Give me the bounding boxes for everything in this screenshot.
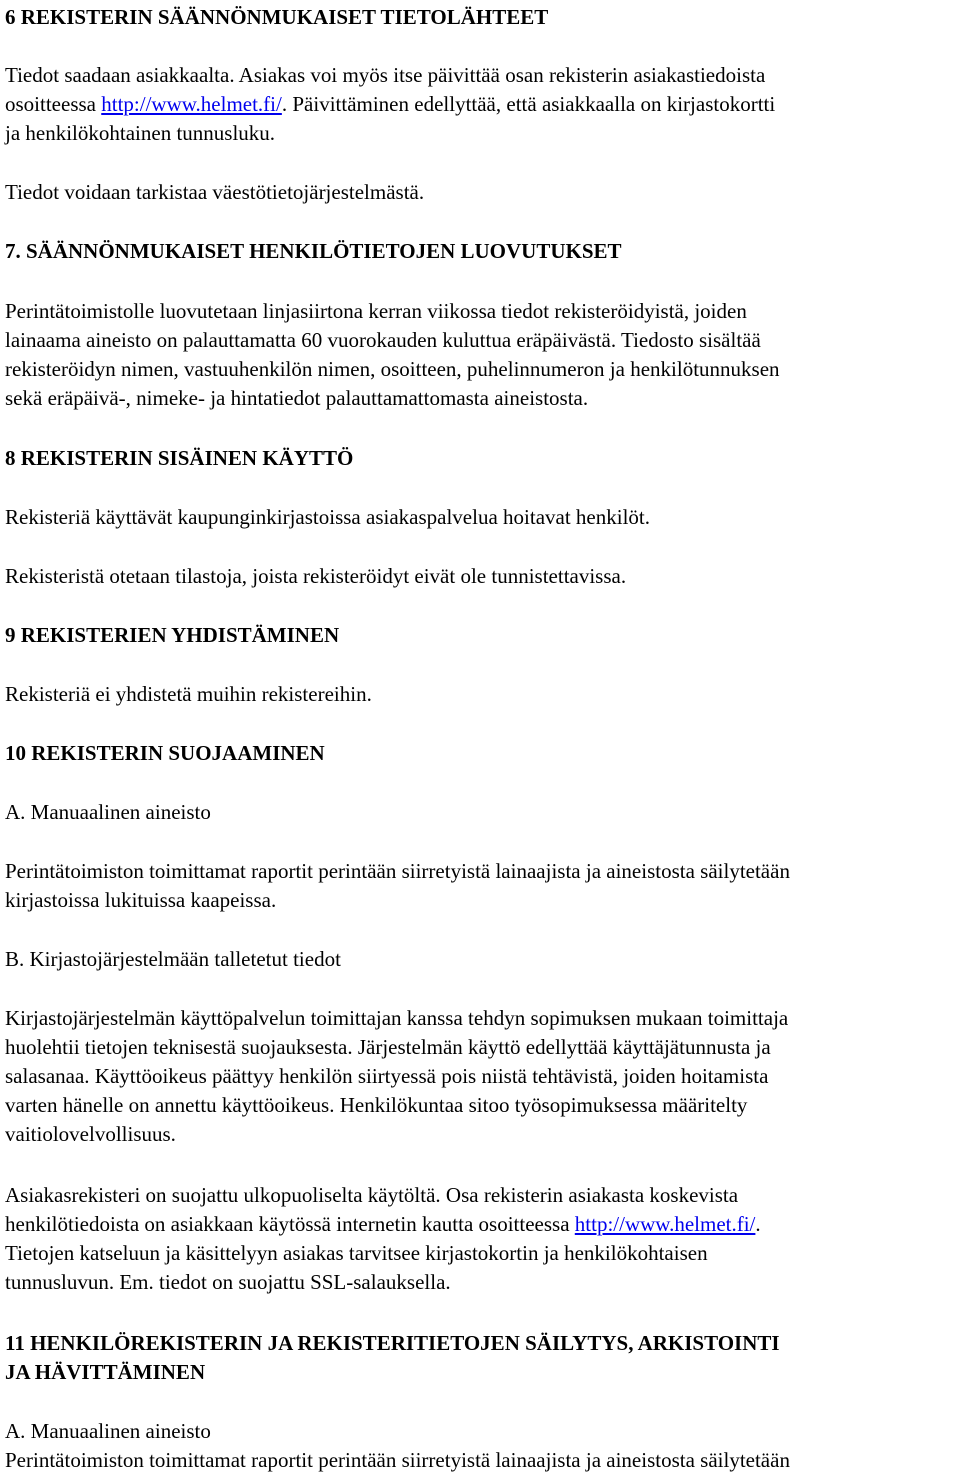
section-11-subheading-a: A. Manuaalinen aineisto [5,1419,211,1443]
section-8-paragraph-1: Rekisteriä käyttävät kaupunginkirjastoissa asiakaspalvelua hoitavat henkilöt. [5,505,650,529]
text-line: salasanaa. Käyttöoikeus päättyy henkilön siirtyessä pois niistä tehtävistä, joiden hoitamista [5,1064,769,1088]
text-span: . [755,1212,761,1236]
section-11-paragraph-a: Perintätoimiston toimittamat raportit perintään siirretyistä lainaajista ja aineistosta säilytetään [5,1448,790,1472]
text-line: Perintätoimiston toimittamat raportit perintään siirretyistä lainaajista ja aineistosta säilytetään [5,859,790,883]
section-8-paragraph-2: Rekisteristä otetaan tilastoja, joista rekisteröidyt eivät ole tunnistettavissa. [5,564,627,588]
text-line [5,1210,957,1239]
heading-line: 11 HENKILÖREKISTERIN JA REKISTERITIETOJEN SÄILYTYS, ARKISTOINTI [5,1331,780,1355]
text-line [5,90,957,119]
text-span: osoitteessa [5,92,102,116]
text-line: Tietojen katseluun ja käsittelyyn asiakas tarvitsee kirjastokortin ja henkilökohtaisen [5,1241,708,1265]
text-line: varten hänelle on annettu käyttöoikeus. Henkilökuntaa sitoo työsopimuksessa määritelty [5,1093,748,1117]
text-line: vaitiolovelvollisuus. [5,1122,176,1146]
text-line: kirjastoissa lukituissa kaapeissa. [5,888,277,912]
section-9-paragraph-1: Rekisteriä ei yhdistetä muihin rekistereihin. [5,682,372,706]
section-10-paragraph-a [5,857,957,915]
section-10-paragraph-c [5,1181,957,1297]
section-7-heading: 7. SÄÄNNÖNMUKAISET HENKILÖTIETOJEN LUOVUTUKSET [5,239,622,263]
section-10-paragraph-b [5,1004,957,1149]
section-7-paragraph-1 [5,297,957,413]
text-line: rekisteröidyn nimen, vastuuhenkilön nimen, osoitteen, puhelinnumeron ja henkilötunnuksen [5,357,780,381]
section-10-subheading-b: B. Kirjastojärjestelmään talletetut tiedot [5,947,341,971]
helmet-link[interactable]: http://www.helmet.fi/ [101,92,282,116]
section-6-heading: 6 REKISTERIN SÄÄNNÖNMUKAISET TIETOLÄHTEET [5,5,549,29]
section-9-heading: 9 REKISTERIEN YHDISTÄMINEN [5,623,340,647]
text-line: ja henkilökohtainen tunnusluku. [5,121,276,145]
heading-line: JA HÄVITTÄMINEN [5,1360,206,1384]
section-10-subheading-a: A. Manuaalinen aineisto [5,800,211,824]
text-line: huolehtii tietojen teknisestä suojauksesta. Järjestelmän käyttö edellyttää käyttäjätunnusta ja [5,1035,771,1059]
section-6-paragraph-2: Tiedot voidaan tarkistaa väestötietojärjestelmästä. [5,180,425,204]
text-line: tunnusluvun. Em. tiedot on suojattu SSL-salauksella. [5,1270,451,1294]
text-line: sekä eräpäivä-, nimeke- ja hintatiedot palauttamattomasta aineistosta. [5,386,589,410]
text-line: Kirjastojärjestelmän käyttöpalvelun toimittajan kanssa tehdyn sopimuksen mukaan toimittaja [5,1006,789,1030]
text-line: Asiakasrekisteri on suojattu ulkopuoliselta käytöltä. Osa rekisterin asiakasta koskevista [5,1183,739,1207]
text-line: Tiedot saadaan asiakkaalta. Asiakas voi myös itse päivittää osan rekisterin asiakastiedoista [5,63,766,87]
helmet-link[interactable]: http://www.helmet.fi/ [574,1212,756,1236]
text-line: lainaama aineisto on palauttamatta 60 vuorokauden kuluttua eräpäivästä. Tiedosto sisältää [5,328,761,352]
text-span: henkilötiedoista on asiakkaan käytössä internetin kautta osoitteessa [5,1212,575,1236]
section-6-paragraph-1 [5,61,957,148]
section-8-heading: 8 REKISTERIN SISÄINEN KÄYTTÖ [5,446,354,470]
text-line: Perintätoimistolle luovutetaan linjasiirtona kerran viikossa tiedot rekisteröidyistä, joiden [5,299,747,323]
text-span: . Päivittäminen edellyttää, että asiakkaalla on kirjastokortti [281,92,776,116]
section-10-heading: 10 REKISTERIN SUOJAAMINEN [5,741,325,765]
section-11-heading [5,1329,957,1387]
